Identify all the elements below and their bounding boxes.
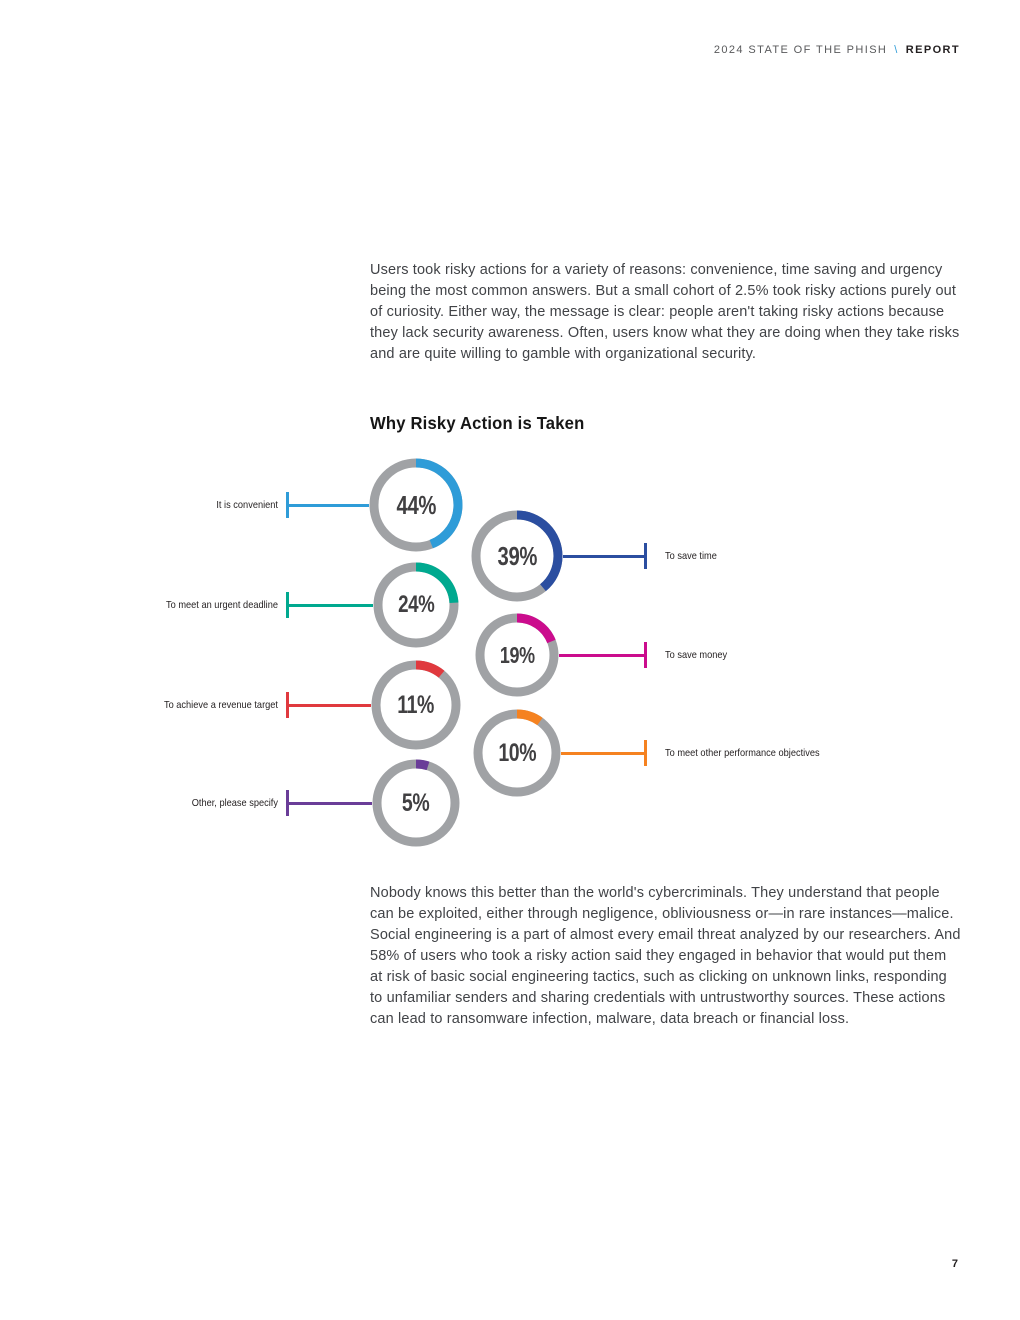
donut-ring-svg	[367, 456, 465, 554]
page-number: 7	[951, 1258, 958, 1270]
intro-paragraph: Users took risky actions for a variety of reasons: convenience, time saving and urgency being the most common answers. But a small cohort of 2.5% took risky actions purely out of curiosity. Either way, the message is clear: people aren't taking risky actions because they lack security awareness. Often, users know what they are doing when they take risks and are quite willing to gamble with organizational security.	[370, 262, 960, 362]
connector-line-other-please-specify	[287, 802, 372, 805]
connector-line-it-is-convenient	[287, 504, 369, 507]
donut-it-is-convenient	[367, 456, 465, 554]
donut-ring-svg	[471, 707, 563, 799]
donut-value-wrap	[473, 611, 561, 699]
closing-paragraph: Nobody knows this better than the world's cybercriminals. They understand that people can be exploited, either through negligence, obliviousness or—in rare instances—malice. Social engineering is a part of almost every email threat analyzed by our researchers. And 58% of users who took a risky action said they engaged in behavior that would put them at risk of basic social engineering tactics, such as clicking on unknown links, responding to unfamiliar senders and sharing credentials with untrustworthy sources. These actions can lead to ransomware infection, malware, data breach or financial loss.	[370, 885, 961, 1027]
connector-line-to-achieve-a-revenue-target	[287, 704, 371, 707]
connector-tick-to-save-time	[644, 543, 647, 569]
donut-ring-svg	[371, 560, 461, 650]
donut-label-to-meet-other-performance-objectives: To meet other performance objectives	[665, 747, 820, 759]
connector-tick-it-is-convenient	[286, 492, 289, 518]
connector-line-to-meet-an-urgent-deadline	[287, 604, 373, 607]
donut-value-wrap	[367, 456, 465, 554]
chart-title: Why Risky Action is Taken	[370, 413, 585, 433]
report-title: 2024 STATE OF THE PHISH	[713, 44, 888, 56]
donut-value: 11%	[397, 690, 435, 719]
donut-label-to-save-money: To save money	[665, 649, 728, 661]
connector-tick-to-achieve-a-revenue-target	[286, 692, 289, 718]
donut-ring-svg	[473, 611, 561, 699]
connector-tick-to-save-money	[644, 642, 647, 668]
donut-to-achieve-a-revenue-target	[369, 658, 463, 752]
donut-value: 39%	[497, 540, 537, 571]
donut-ring-svg	[370, 757, 462, 849]
donut-label-to-save-time: To save time	[665, 550, 717, 562]
header-separator: \	[894, 44, 899, 56]
donut-to-meet-other-performance-objectives	[471, 707, 563, 799]
donut-label-other-please-specify: Other, please specify	[191, 797, 278, 809]
donut-value-wrap	[370, 757, 462, 849]
donut-value-wrap	[469, 508, 565, 604]
donut-value: 5%	[402, 788, 430, 817]
connector-tick-to-meet-other-performance-objectives	[644, 740, 647, 766]
donut-to-meet-an-urgent-deadline	[371, 560, 461, 650]
donut-value-wrap	[369, 658, 463, 752]
donut-value-wrap	[371, 560, 461, 650]
donut-value-wrap	[471, 707, 563, 799]
connector-line-to-save-time	[563, 555, 645, 558]
donut-label-to-meet-an-urgent-deadline: To meet an urgent deadline	[166, 599, 278, 611]
donut-to-save-time	[469, 508, 565, 604]
donut-value: 10%	[498, 738, 536, 767]
donut-value: 44%	[396, 489, 436, 520]
donut-label-to-achieve-a-revenue-target: To achieve a revenue target	[163, 699, 278, 711]
report-label: REPORT	[905, 44, 960, 56]
connector-line-to-meet-other-performance-objectives	[561, 752, 645, 755]
donut-ring-svg	[369, 658, 463, 752]
donut-value: 19%	[499, 641, 535, 668]
connector-tick-other-please-specify	[286, 790, 289, 816]
connector-line-to-save-money	[559, 654, 645, 657]
donut-ring-svg	[469, 508, 565, 604]
connector-tick-to-meet-an-urgent-deadline	[286, 592, 289, 618]
donut-value: 24%	[397, 591, 435, 618]
donut-label-it-is-convenient: It is convenient	[216, 499, 278, 511]
donut-other-please-specify	[370, 757, 462, 849]
page-header	[714, 44, 960, 56]
donut-to-save-money	[473, 611, 561, 699]
